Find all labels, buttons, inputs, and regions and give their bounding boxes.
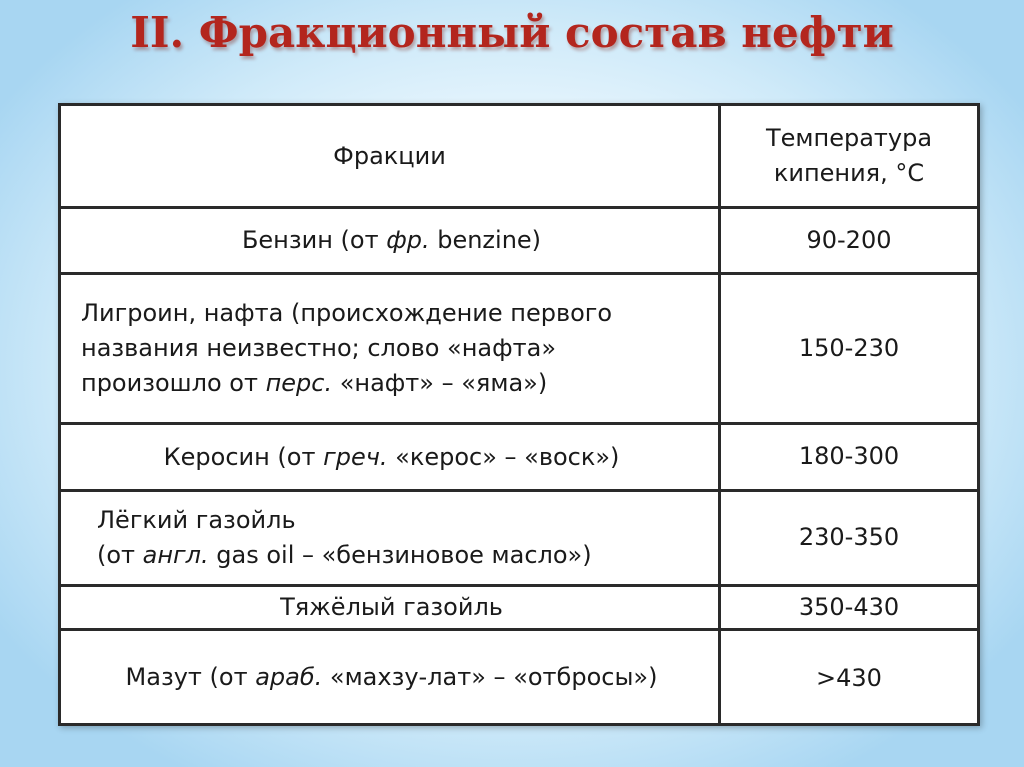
table-row (60, 424, 979, 491)
page-title: II. Фракционный состав нефти (130, 8, 894, 57)
fraction-line: названия неизвестно; слово «нафта» (81, 334, 557, 363)
fraction-line (81, 366, 702, 401)
temperature-cell: 230-350 (720, 491, 979, 586)
fraction-origin-abbr: араб. (255, 662, 323, 691)
fractions-table (58, 103, 980, 726)
temperature-cell: 150-230 (720, 274, 979, 424)
fraction-cell (60, 208, 720, 274)
fraction-line: Лигроин, нафта (происхождение первого (81, 299, 613, 328)
table-row (60, 274, 979, 424)
header-temperature (720, 105, 979, 208)
fraction-text: (от (97, 541, 143, 569)
fraction-origin-abbr: перс. (265, 368, 333, 397)
fraction-line (97, 538, 702, 573)
temperature-cell: 350-430 (720, 586, 979, 630)
fraction-text: Бензин (от (241, 226, 387, 255)
fraction-cell (60, 424, 720, 491)
fraction-text: gas oil – «бензиновое масло») (208, 541, 592, 569)
fraction-cell: Тяжёлый газойль (60, 586, 720, 630)
table-row (60, 586, 979, 630)
fraction-text: benzine) (429, 226, 542, 255)
fraction-text: произошло от (81, 368, 266, 397)
fraction-text: Мазут (от (125, 662, 256, 691)
fraction-origin-abbr: греч. (323, 442, 388, 471)
fraction-text: Керосин (от (163, 442, 324, 471)
fraction-text: «нафт» – «яма») (332, 368, 548, 397)
fraction-origin-abbr: англ. (142, 541, 209, 569)
fraction-cell (60, 274, 720, 424)
temperature-cell: 180-300 (720, 424, 979, 491)
fraction-origin-abbr: фр. (386, 226, 430, 255)
header-temperature-line1: Температура (765, 124, 933, 153)
fraction-text: «керос» – «воск») (387, 442, 620, 471)
fraction-cell (60, 491, 720, 586)
header-temperature-line2: кипения, °C (773, 159, 925, 187)
temperature-cell: 90-200 (720, 208, 979, 274)
temperature-cell: >430 (720, 630, 979, 725)
fraction-text: «махзу-лат» – «отбросы») (322, 662, 658, 691)
fraction-line: Лёгкий газойль (97, 506, 296, 535)
fraction-cell (60, 630, 720, 725)
table-row (60, 630, 979, 725)
header-fraction: Фракции (60, 105, 720, 208)
table-header-row (60, 105, 979, 208)
table-row (60, 208, 979, 274)
table-row (60, 491, 979, 586)
